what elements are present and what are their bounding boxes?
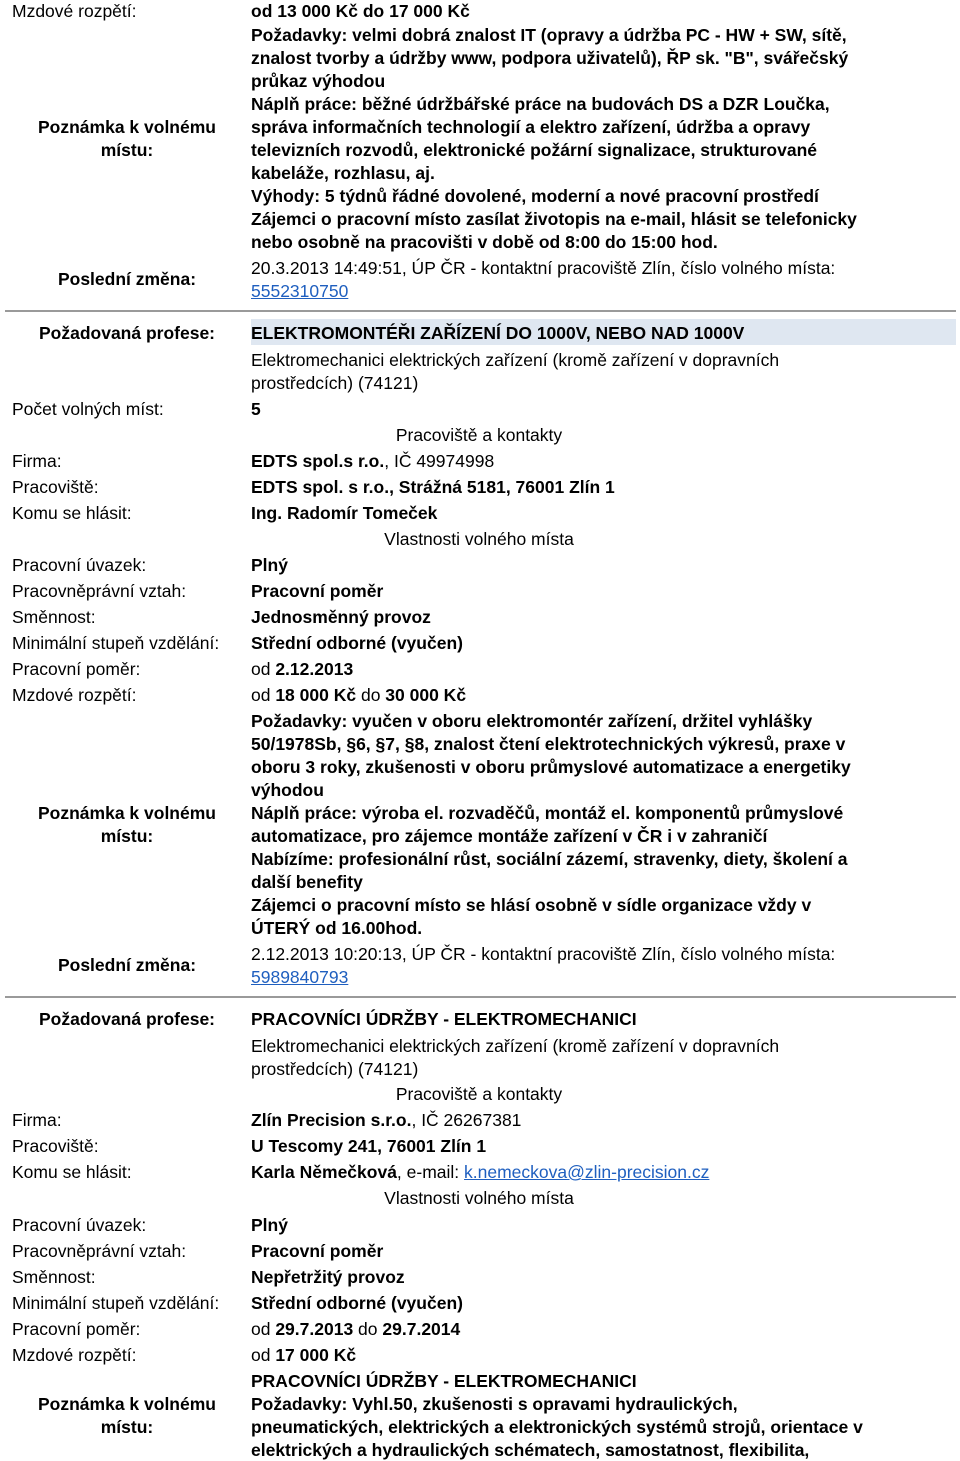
- employment-from: od: [251, 1319, 276, 1339]
- note-line: nebo osobně na pracovišti v době od 8:00 do 15:00 hod.: [251, 232, 718, 252]
- note-label: místu:: [100, 140, 154, 160]
- workplace-label: Pracoviště:: [12, 1136, 99, 1156]
- employment-date-from: 29.7.2013: [275, 1319, 354, 1339]
- note-line: Výhody: 5 týdnů řádné dovolené, moderní a nové pracovní prostředí: [251, 186, 819, 206]
- firm-name: EDTS spol.s r.o.: [251, 451, 385, 471]
- firm-label: Firma:: [12, 451, 62, 471]
- last-change-label: Poslední změna:: [57, 955, 197, 975]
- workplace-label: Pracoviště:: [12, 477, 99, 497]
- employment-value: [251, 1318, 460, 1340]
- salary-min: 17 000 Kč: [275, 1345, 357, 1365]
- employment-value: [251, 658, 353, 680]
- relation-label: Pracovněprávní vztah:: [12, 1241, 187, 1261]
- employment-do: do: [353, 1319, 383, 1339]
- note-line: Zájemci o pracovní místo zasílat životopis na e-mail, hlásit se telefonicky: [251, 209, 857, 229]
- section-props: Vlastnosti volného místa: [384, 529, 574, 549]
- profession-title: PRACOVNÍCI ÚDRŽBY - ELEKTROMECHANICI: [251, 1009, 637, 1029]
- note-line: správa informačních technologií a elektro zařízení, údržba a opravy: [251, 117, 811, 137]
- salary-label: Mzdové rozpětí:: [12, 1, 137, 21]
- workload-label: Pracovní úvazek:: [12, 1215, 147, 1235]
- contact-name: Karla Němečková: [251, 1162, 397, 1182]
- profession-sub: Elektromechanici elektrických zařízení (kromě zařízení v dopravních: [251, 350, 780, 370]
- section-props: Vlastnosti volného místa: [384, 1188, 574, 1208]
- profession-sub: Elektromechanici elektrických zařízení (kromě zařízení v dopravních: [251, 1036, 780, 1056]
- note-line: průkaz výhodou: [251, 71, 386, 91]
- workload-label: Pracovní úvazek:: [12, 555, 147, 575]
- note-line: pneumatických, elektrických a elektronických systémů strojů, orientace v: [251, 1417, 863, 1437]
- firm-value: [251, 450, 494, 472]
- shift-label: Směnnost:: [12, 1267, 96, 1287]
- salary-od: od: [251, 685, 276, 705]
- firm-value: [251, 1109, 521, 1131]
- firm-ic: , IČ 49974998: [384, 451, 495, 471]
- note-line: Požadavky: vyučen v oboru elektromontér zařízení, držitel vyhlášky: [251, 711, 813, 731]
- firm-name: Zlín Precision s.r.o.: [251, 1110, 412, 1130]
- employment-from: od: [251, 659, 276, 679]
- shift-value: Nepřetržitý provoz: [251, 1267, 405, 1287]
- relation-label: Pracovněprávní vztah:: [12, 581, 187, 601]
- count-label: Počet volných míst:: [12, 399, 164, 419]
- firm-ic: , IČ 26267381: [411, 1110, 522, 1130]
- edu-value: Střední odborné (vyučen): [251, 1293, 463, 1313]
- last-change-value: 2.12.2013 10:20:13, ÚP ČR - kontaktní pracoviště Zlín, číslo volného místa:: [251, 944, 836, 964]
- note-line: Náplň práce: výroba el. rozvaděčů, montáž el. komponentů průmyslové: [251, 803, 844, 823]
- employment-date-to: 29.7.2014: [382, 1319, 461, 1339]
- note-line: Náplň práce: běžné údržbářské práce na budovách DS a DZR Loučka,: [251, 94, 830, 114]
- salary-value: [251, 1344, 356, 1366]
- note-line: Požadavky: Vyhl.50, zkušenosti s opravami hydraulických,: [251, 1394, 738, 1414]
- last-change-value: 20.3.2013 14:49:51, ÚP ČR - kontaktní pracoviště Zlín, číslo volného místa:: [251, 258, 836, 278]
- contact-email-prefix: , e-mail:: [396, 1162, 465, 1182]
- profession-label: Požadovaná profese:: [38, 1009, 216, 1029]
- contact-value: [251, 1161, 709, 1183]
- note-line: kabeláže, rozhlasu, aj.: [251, 163, 435, 183]
- job-number-link[interactable]: 5989840793: [251, 967, 349, 987]
- note-label: místu:: [100, 1417, 154, 1437]
- section-contacts: Pracoviště a kontakty: [395, 1084, 563, 1104]
- note-label: Poznámka k volnému: [38, 1394, 216, 1414]
- workplace-value: EDTS spol. s r.o., Strážná 5181, 76001 Zlín 1: [251, 477, 615, 497]
- job-number-link[interactable]: 5552310750: [251, 281, 349, 301]
- note-line: Nabízíme: profesionální růst, sociální zázemí, stravenky, diety, školení a: [251, 849, 848, 869]
- note-line: automatizace, pro zájemce montáže zařízení v ČR i v zahraničí: [251, 826, 768, 846]
- note-line: další benefity: [251, 872, 363, 892]
- salary-value: [251, 684, 466, 706]
- note-line: Zájemci o pracovní místo se hlásí osobně v sídle organizace vždy v: [251, 895, 812, 915]
- note-line: ÚTERÝ od 16.00hod.: [251, 918, 423, 938]
- workload-value: Plný: [251, 1215, 288, 1235]
- salary-min: 18 000 Kč: [275, 685, 357, 705]
- edu-value: Střední odborné (vyučen): [251, 633, 463, 653]
- contact-value: Ing. Radomír Tomeček: [251, 503, 438, 523]
- profession-title: ELEKTROMONTÉŘI ZAŘÍZENÍ DO 1000V, NEBO NAD 1000V: [251, 323, 745, 343]
- employment-date: 2.12.2013: [275, 659, 354, 679]
- salary-label: Mzdové rozpětí:: [12, 685, 137, 705]
- note-line: elektrických a hydraulických schématech, samostatnost, flexibilita,: [251, 1440, 810, 1460]
- profession-label: Požadovaná profese:: [38, 323, 216, 343]
- employment-label: Pracovní poměr:: [12, 659, 141, 679]
- profession-sub: prostředcích) (74121): [251, 373, 419, 393]
- relation-value: Pracovní poměr: [251, 1241, 384, 1261]
- firm-label: Firma:: [12, 1110, 62, 1130]
- contact-email-link[interactable]: k.nemeckova@zlin-precision.cz: [464, 1162, 710, 1182]
- salary-label: Mzdové rozpětí:: [12, 1345, 137, 1365]
- workplace-value: U Tescomy 241, 76001 Zlín 1: [251, 1136, 487, 1156]
- profession-sub: prostředcích) (74121): [251, 1059, 419, 1079]
- salary-value: od 13 000 Kč do 17 000 Kč: [251, 1, 470, 21]
- workload-value: Plný: [251, 555, 288, 575]
- note-line: Požadavky: velmi dobrá znalost IT (opravy a údržba PC - HW + SW, sítě,: [251, 25, 847, 45]
- salary-od: od: [251, 1345, 276, 1365]
- note-line: výhodou: [251, 780, 324, 800]
- shift-value: Jednosměnný provoz: [251, 607, 431, 627]
- salary-do: do: [356, 685, 386, 705]
- section-contacts: Pracoviště a kontakty: [395, 425, 563, 445]
- divider: [5, 310, 956, 312]
- last-change-label: Poslední změna:: [57, 269, 197, 289]
- note-label: Poznámka k volnému: [38, 117, 216, 137]
- note-line: PRACOVNÍCI ÚDRŽBY - ELEKTROMECHANICI: [251, 1371, 637, 1391]
- note-line: oboru 3 roky, zkušenosti v oboru průmyslové automatizace a energetiky: [251, 757, 851, 777]
- note-line: televizních rozvodů, elektronické požární signalizace, strukturované: [251, 140, 817, 160]
- count-value: 5: [251, 399, 261, 419]
- contact-label: Komu se hlásit:: [12, 1162, 132, 1182]
- divider: [5, 996, 956, 998]
- salary-max: 30 000 Kč: [385, 685, 467, 705]
- relation-value: Pracovní poměr: [251, 581, 384, 601]
- note-line: 50/1978Sb, §6, §7, §8, znalost čtení elektrotechnických výkresů, praxe v: [251, 734, 846, 754]
- contact-label: Komu se hlásit:: [12, 503, 132, 523]
- note-line: znalost tvorby a údržby www, podpora uživatelů), ŘP sk. "B", svářečský: [251, 48, 849, 68]
- edu-label: Minimální stupeň vzdělání:: [12, 1293, 220, 1313]
- note-label: místu:: [100, 826, 154, 846]
- employment-label: Pracovní poměr:: [12, 1319, 141, 1339]
- edu-label: Minimální stupeň vzdělání:: [12, 633, 220, 653]
- shift-label: Směnnost:: [12, 607, 96, 627]
- note-label: Poznámka k volnému: [38, 803, 216, 823]
